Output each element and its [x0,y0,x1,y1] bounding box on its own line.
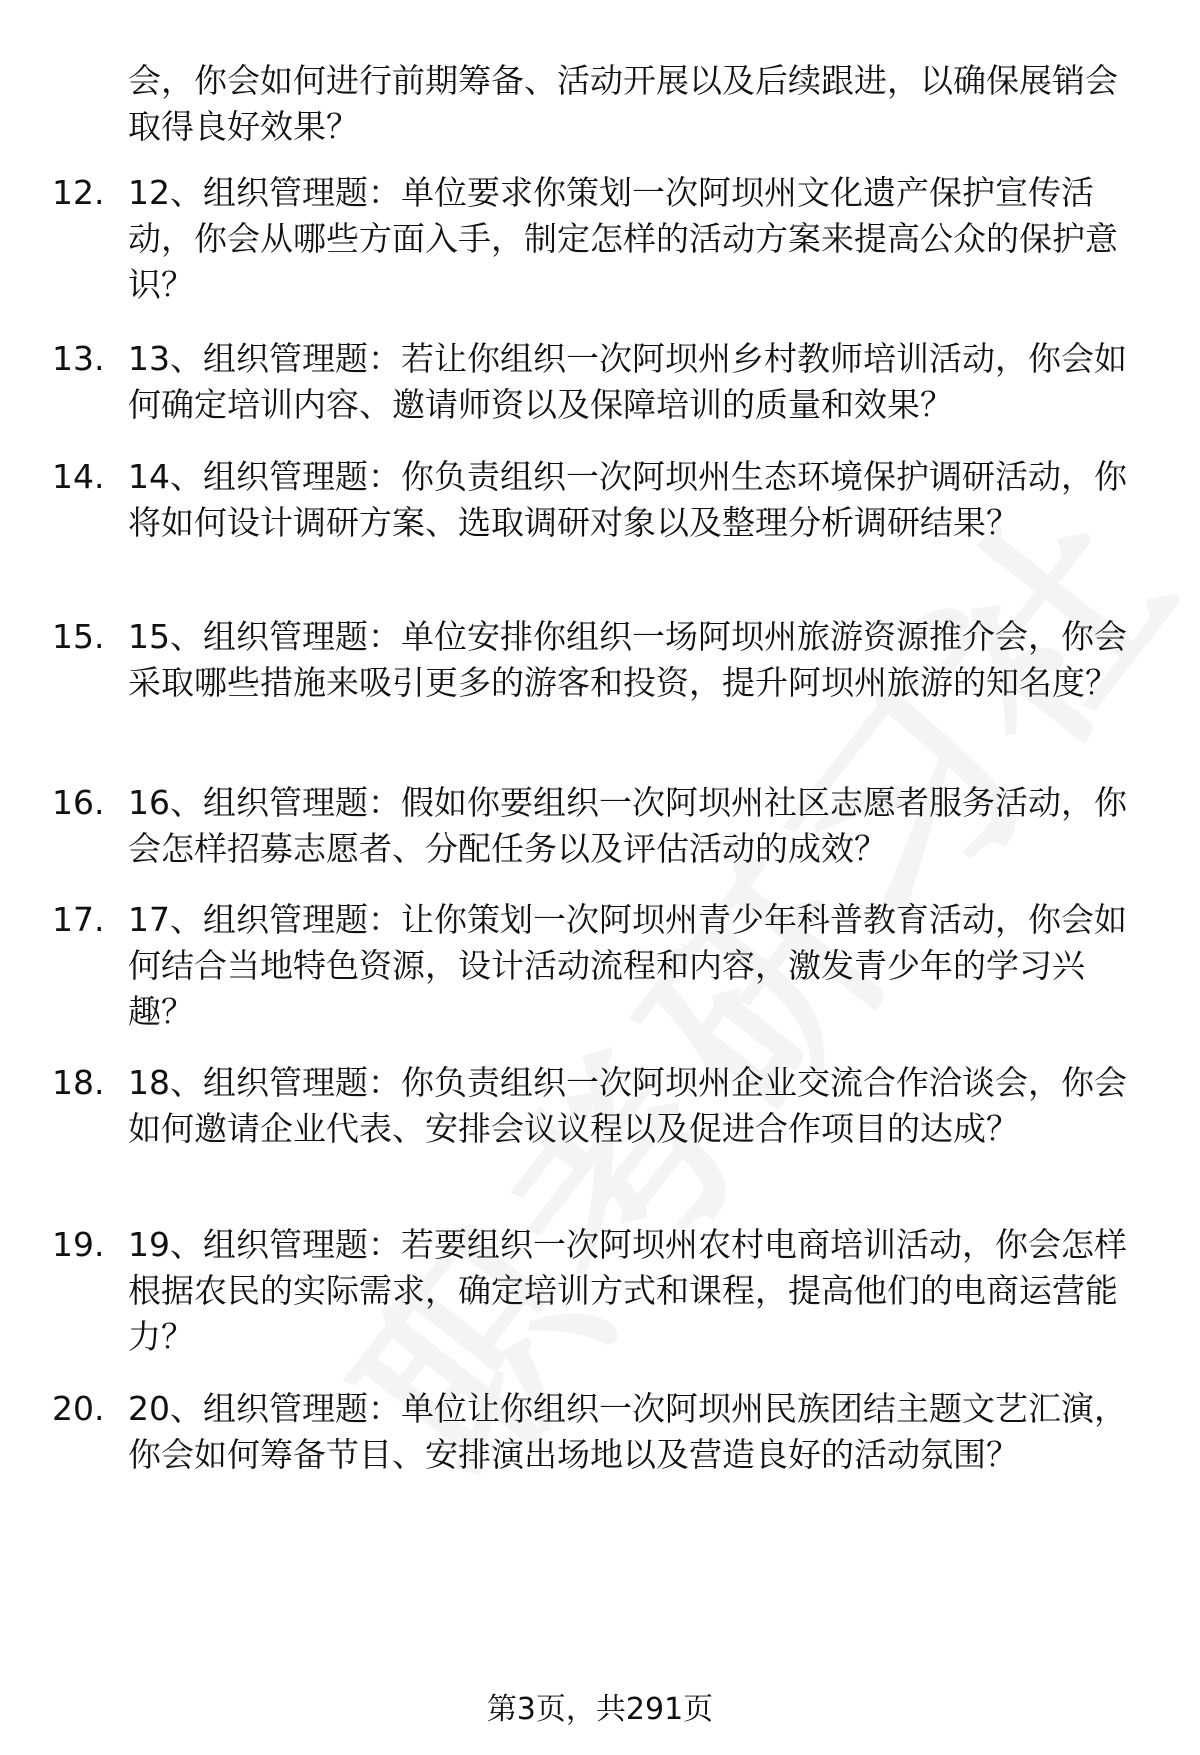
item-number: 12. [52,173,105,212]
item-text: 16、组织管理题：假如你要组织一次阿坝州社区志愿者服务活动，你会怎样招募志愿者、分配任务以及评估活动的成效？ [128,783,1127,868]
item-number: 15. [52,617,105,656]
item-text: 13、组织管理题：若让你组织一次阿坝州乡村教师培训活动，你会如何确定培训内容、邀请师资以及保障培训的质量和效果？ [128,339,1127,424]
item-number: 14. [52,457,105,496]
item-text: 17、组织管理题：让你策划一次阿坝州青少年科普教育活动，你会如何结合当地特色资源，设计活动流程和内容，激发青少年的学习兴趣？ [128,900,1127,1031]
item-number: 13. [52,339,105,378]
item-text: 18、组织管理题：你负责组织一次阿坝州企业交流合作洽谈会，你会如何邀请企业代表、安排会议议程以及促进合作项目的达成？ [128,1063,1127,1148]
item-text: 19、组织管理题：若要组织一次阿坝州农村电商培训活动，你会怎样根据农民的实际需求，确定培训方式和课程，提高他们的电商运营能力？ [128,1225,1127,1356]
item-number: 19. [52,1225,105,1264]
item-text: 12、组织管理题：单位要求你策划一次阿坝州文化遗产保护宣传活动，你会从哪些方面入手，制定怎样的活动方案来提高公众的保护意识？ [128,173,1118,304]
item-number: 18. [52,1063,105,1102]
item-text: 14、组织管理题：你负责组织一次阿坝州生态环境保护调研活动，你将如何设计调研方案、选取调研对象以及整理分析调研结果？ [128,457,1127,542]
item-text: 15、组织管理题：单位安排你组织一场阿坝州旅游资源推介会，你会采取哪些措施来吸引更多的游客和投资，提升阿坝州旅游的知名度？ [128,617,1127,702]
item-number: 16. [52,783,105,822]
item-text: 20、组织管理题：单位让你组织一次阿坝州民族团结主题文艺汇演，你会如何筹备节目、安排演出场地以及营造良好的活动氛围？ [128,1389,1127,1474]
continuation-text: 会，你会如何进行前期筹备、活动开展以及后续跟进，以确保展销会取得良好效果？ [128,61,1118,146]
item-number: 20. [52,1389,105,1428]
item-number: 17. [52,900,105,939]
page-footer: 第3页，共291页 [486,1692,714,1727]
